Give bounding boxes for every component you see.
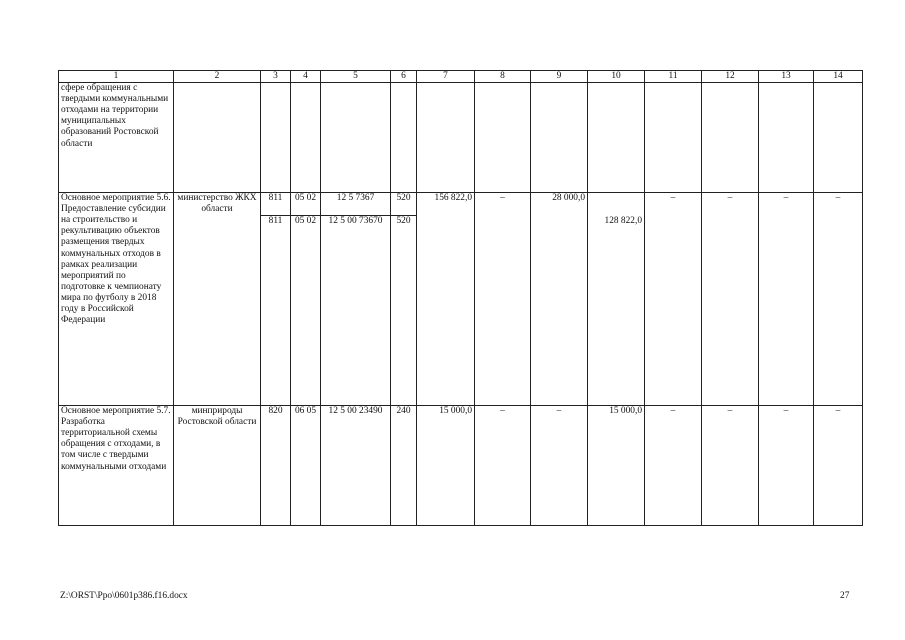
vr-code: 240 [391,406,417,526]
total-value: 156 822,0 [417,193,475,406]
table-cell [391,83,417,193]
header-row [59,71,863,83]
year-value: – [475,406,531,526]
table-cell [321,83,391,193]
year-value: – [645,406,702,526]
table-row [59,83,863,193]
csr-code: 12 5 00 73670 [321,216,391,406]
header-cell: 4 [291,71,321,83]
header-cell: 12 [702,71,759,83]
vr-code: 520 [391,216,417,406]
year-value: 28 000,0 [531,193,588,406]
vr-code: 520 [391,193,417,216]
header-cell: 6 [391,71,417,83]
budget-table [58,70,863,526]
grbs-code: 820 [261,406,291,526]
table-cell [417,83,475,193]
header-cell: 10 [588,71,645,83]
table-cell [261,83,291,193]
table-row-measure-5-6 [59,193,863,216]
year-value: – [645,193,702,406]
table-cell [475,83,531,193]
year-value: – [759,193,814,406]
header-cell: 13 [759,71,814,83]
table-cell [291,83,321,193]
year-value: 128 822,0 [588,216,645,406]
table-cell [814,83,863,193]
header-cell: 9 [531,71,588,83]
table-cell [702,83,759,193]
total-value: 15 000,0 [417,406,475,526]
rzpr-code: 05 02 [291,193,321,216]
csr-code: 12 5 00 23490 [321,406,391,526]
measure-title: Основное мероприятие 5.7. Разработка территориальной схемы обращения с отходами, в том числе с твердыми коммунальными отходами [59,406,174,526]
measure-executor: минприроды Ростовской области [174,406,261,526]
header-cell: 3 [261,71,291,83]
header-cell: 7 [417,71,475,83]
csr-code: 12 5 7367 [321,193,391,216]
table-cell [759,83,814,193]
year-value: – [475,193,531,406]
grbs-code: 811 [261,193,291,216]
table-cell [174,83,261,193]
header-cell: 1 [59,71,174,83]
table-cell [588,193,645,216]
year-value: – [814,406,863,526]
measure-executor: министерство ЖКХ области [174,193,261,406]
year-value: – [814,193,863,406]
page-number: 27 [840,591,850,601]
header-cell: 2 [174,71,261,83]
footer-file-path: Z:\ORST\Ppo\0601p386.f16.docx [60,591,188,601]
table-cell [588,83,645,193]
table-row-measure-5-7 [59,406,863,526]
year-value: 15 000,0 [588,406,645,526]
header-cell: 8 [475,71,531,83]
year-value: – [702,193,759,406]
grbs-code: 811 [261,216,291,406]
year-value: – [531,406,588,526]
header-cell: 14 [814,71,863,83]
continuation-text: сфере обращения с твердыми коммунальными отходами на территории муниципальных образований Ростовской области [59,83,174,193]
measure-title: Основное мероприятие 5.6. Предоставление субсидии на строительство и рекультивацию объектов размещения твердых коммунальных отходов в рамках реализации мероприятий по подготовке к чемпионату мира по футболу в 2018 году в Российской Федерации [59,193,174,406]
year-value: – [759,406,814,526]
table-cell [531,83,588,193]
table-cell [645,83,702,193]
year-value: – [702,406,759,526]
header-cell: 11 [645,71,702,83]
rzpr-code: 05 02 [291,216,321,406]
rzpr-code: 06 05 [291,406,321,526]
header-cell: 5 [321,71,391,83]
